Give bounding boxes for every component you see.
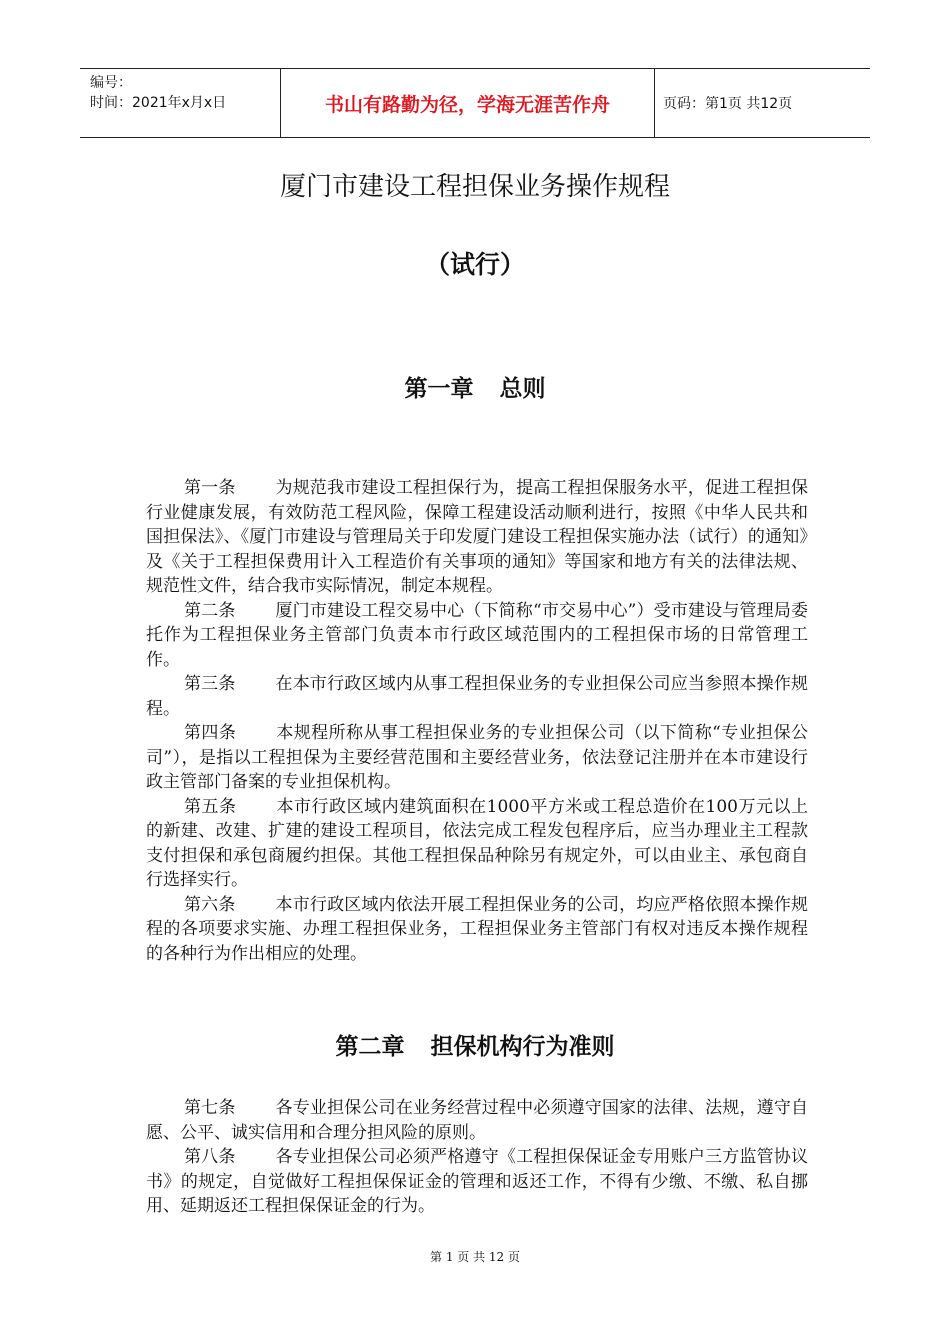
article-number: 第四条	[184, 723, 237, 743]
chapter-heading-1	[0, 370, 950, 403]
article-number: 第八条	[184, 1147, 236, 1167]
chapter-1-body	[146, 476, 808, 966]
article-text: 各专业担保公司必须严格遵守《工程担保保证金专用账户三方监管协议书》的规定，自觉做好工程担保保证金的管理和返还工作，不得有少缴、不缴、私自挪用、延期返还工程担保保证金的行为。	[146, 1147, 808, 1216]
article-number: 第六条	[184, 894, 236, 915]
chapter-name: 总则	[499, 376, 546, 402]
article	[146, 721, 808, 795]
header-meta	[80, 69, 280, 137]
article-text: 本市行政区域内建筑面积在1000平方米或工程总造价在100万元以上的新建、改建、扩建的建设工程项目，依法完成工程发包程序后，应当办理业主工程款支付担保和承包商履约担保。其他工程担保品种除另有规定外，可以由业主、承包商自行选择实行。	[146, 796, 808, 890]
article	[146, 1145, 808, 1219]
page-info: 页码：第1页 共12页	[663, 96, 793, 112]
article-number: 第二条	[184, 600, 236, 621]
chapter-2-body	[146, 1096, 808, 1219]
article-text: 为规范我市建设工程担保行为，提高工程担保服务水平，促进工程担保行业健康发展，有效防范工程风险，保障工程建设活动顺利进行，按照《中华人民共和国担保法》、《厦门市建设与管理局关于印发厦门建设工程担保实施办法（试行）的通知》及《关于工程担保费用计入工程造价有关事项的通知》等国家和地方有关的法律法规、规范性文件，结合我市实际情况，制定本规程。	[146, 478, 808, 596]
article	[146, 672, 808, 721]
article-number: 第三条	[184, 674, 236, 694]
chapter-label: 第二章	[335, 1034, 405, 1060]
article-number: 第五条	[184, 796, 237, 817]
chapter-heading-2	[0, 1028, 950, 1061]
chapter-label: 第一章	[404, 376, 474, 402]
article-text: 各专业担保公司在业务经营过程中必须遵守国家的法律、法规，遵守自愿、公平、诚实信用和合理分担风险的原则。	[146, 1098, 808, 1143]
time-label: 时间：2021年x月x日	[90, 95, 227, 111]
article	[146, 795, 808, 893]
article-number: 第七条	[184, 1098, 236, 1118]
number-label: 编号：	[90, 75, 132, 91]
article-text: 本市行政区域内依法开展工程担保业务的公司，均应严格依照本操作规程的各项要求实施、办理工程担保业务，工程担保业务主管部门有权对违反本操作规程的各种行为作出相应的处理。	[146, 894, 808, 964]
article	[146, 893, 808, 967]
article-text: 在本市行政区域内从事工程担保业务的专业担保公司应当参照本操作规程。	[146, 674, 808, 719]
article-text: 本规程所称从事工程担保业务的专业担保公司（以下简称“专业担保公司”），是指以工程担保为主要经营范围和主要经营业务，依法登记注册并在本市建设行政主管部门备案的专业担保机构。	[146, 723, 808, 792]
document-title: 厦门市建设工程担保业务操作规程	[279, 172, 670, 202]
motto-text: 书山有路勤为径，学海无涯苦作舟	[324, 93, 610, 116]
article	[146, 1096, 808, 1145]
article	[146, 476, 808, 599]
document-subtitle: （试行）	[424, 250, 525, 279]
article-number: 第一条	[184, 478, 236, 498]
header-motto-cell	[280, 69, 655, 137]
article	[146, 599, 808, 673]
page-footer: 第 1 页 共 12 页	[430, 1250, 520, 1264]
document-header	[80, 68, 870, 138]
chapter-name: 担保机构行为准则	[430, 1034, 615, 1060]
article-text: 厦门市建设工程交易中心（下简称“市交易中心”）受市建设与管理局委托作为工程担保业务主管部门负责本市行政区域范围内的工程担保市场的日常管理工作。	[146, 600, 808, 670]
